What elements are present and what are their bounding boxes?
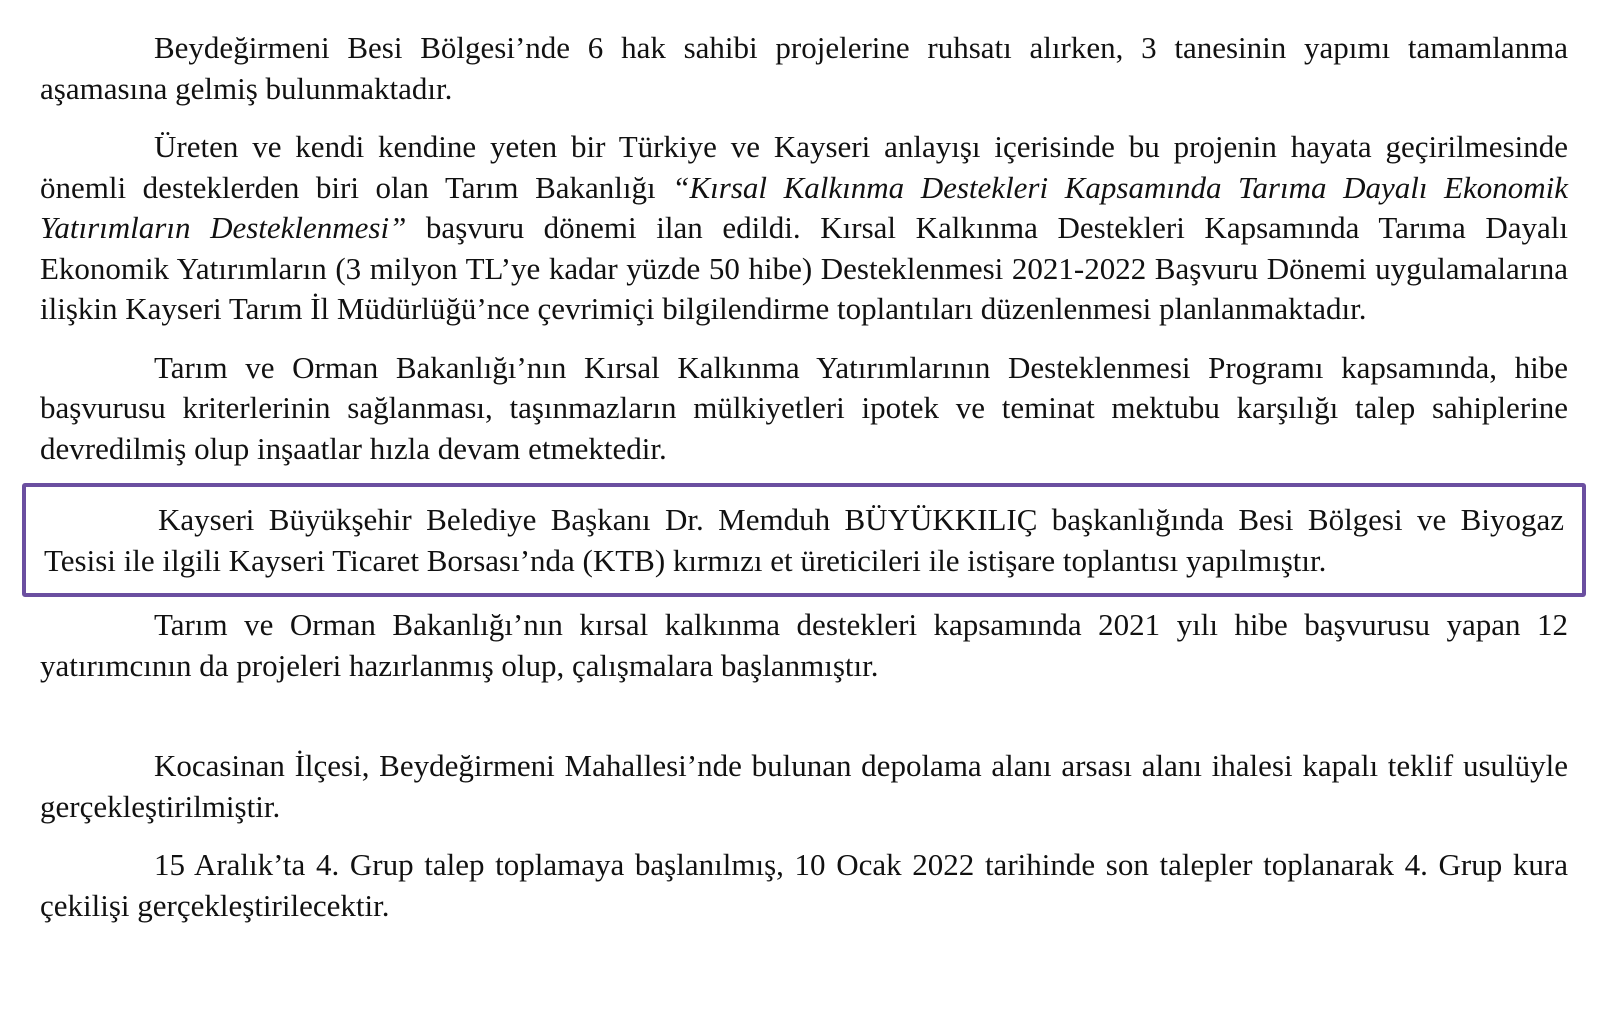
program-title-italic: “Kırsal Kalkınma Destekleri Kapsamında Tarıma Dayalı Ekonomik Yatırımların Desteklenmesi” (40, 169, 1568, 245)
paragraph-kirsal-kalkinma-destekleri (40, 127, 1568, 330)
paragraph-text: başvuru dönemi ilan edildi. Kırsal Kalkınma Destekleri Kapsamında Tarıma Dayalı Ekonomik Yatırımların (3 milyon TL’ye kadar yüzde 50 hibe) Desteklenmesi 2021-2022 Başvuru Dönemi uygulamalarına ilişkin Kayseri Tarım İl Müdürlüğü’nce çevrimiçi bilgilendirme toplantıları düzenlenmesi planlanmaktadır. (40, 210, 1568, 326)
paragraph-besi-bolgesi-ruhsat: Beydeğirmeni Besi Bölgesi’nde 6 hak sahibi projelerine ruhsatı alırken, 3 tanesinin yapımı tamamlanma aşamasına gelmiş bulunmaktadır. (40, 30, 1568, 106)
paragraph-kura-cekilisi: 15 Aralık’ta 4. Grup talep toplamaya başlanılmış, 10 Ocak 2022 tarihinde son talepler toplanarak 4. Grup kura çekilişi gerçekleştirilecektir. (40, 847, 1568, 923)
paragraph-hibe-basvurusu: Tarım ve Orman Bakanlığı’nın Kırsal Kalkınma Yatırımlarının Desteklenmesi Programı kapsamında, hibe başvurusu kriterlerinin sağlanması, taşınmazların mülkiyetleri ipotek ve teminat mektubu karşılığı talep sahiplerine devredilmiş olup inşaatlar hızla devam etmektedir. (40, 349, 1568, 466)
document-page (40, 28, 1568, 926)
paragraph-depolama-alani-ihalesi: Kocasinan İlçesi, Beydeğirmeni Mahallesi’nde bulunan depolama alanı arsası alanı ihalesi kapalı teklif usulüyle gerçekleştirilmiştir. (40, 748, 1568, 824)
paragraph-yatirimci-projeleri: Tarım ve Orman Bakanlığı’nın kırsal kalkınma destekleri kapsamında 2021 yılı hibe başvurusu yapan 12 yatırımcının da projeleri hazırlanmış olup, çalışmalara başlanmıştır. (40, 607, 1568, 683)
paragraph-istisare-toplantisi: Kayseri Büyükşehir Belediye Başkanı Dr. Memduh BÜYÜKKILIÇ başkanlığında Besi Bölgesi ve Biyogaz Tesisi ile ilgili Kayseri Ticaret Borsası’nda (KTB) kırmızı et üreticileri ile istişare toplantısı yapılmıştır. (44, 502, 1564, 578)
highlight-box (22, 483, 1586, 597)
paragraph-text: Üreten ve kendi kendine yeten bir Türkiye ve Kayseri anlayışı içerisinde bu projenin hayata geçirilmesinde önemli desteklerden biri olan Tarım Bakanlığı (40, 129, 1568, 205)
